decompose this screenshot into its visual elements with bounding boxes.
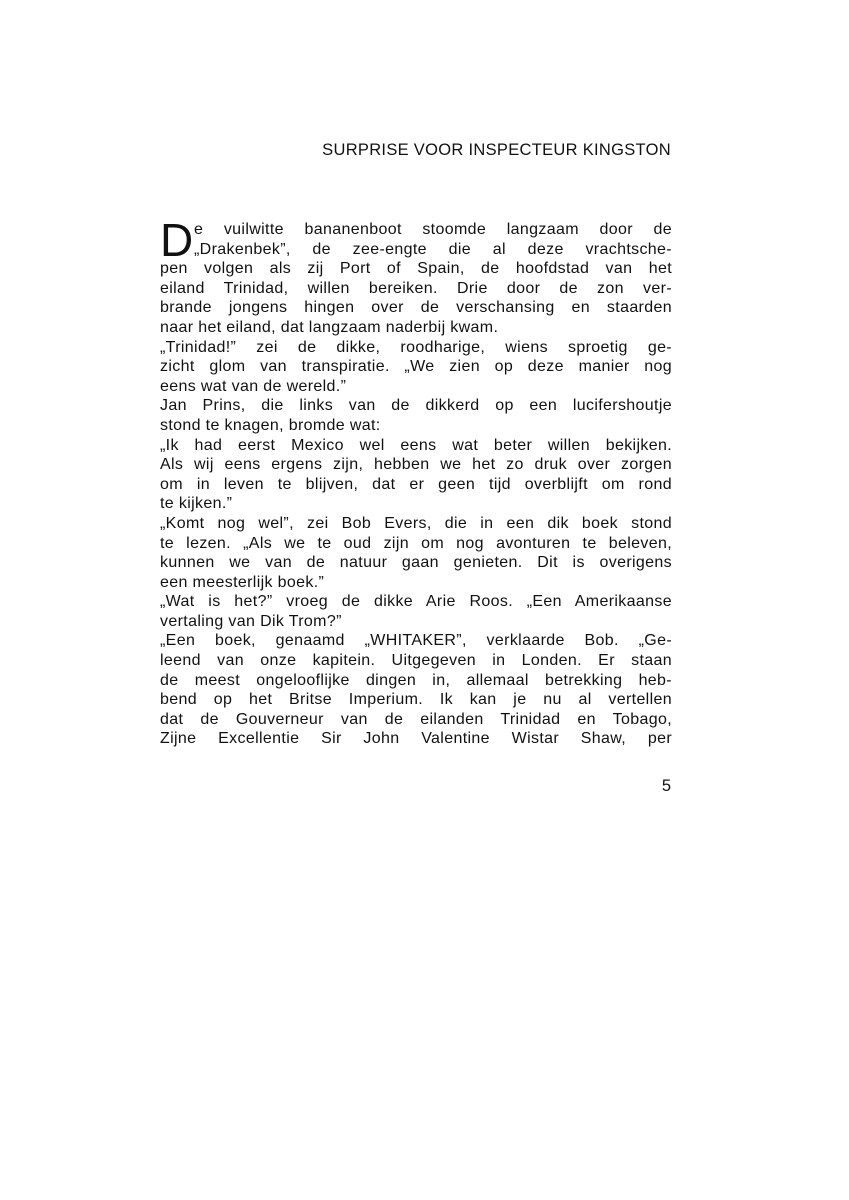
text-line: „Wat is het?” vroeg de dikke Arie Roos. „Een Amerikaanse <box>160 593 672 611</box>
text-line: Als wij eens ergens zijn, hebben we het zo druk over zorgen <box>160 456 672 474</box>
text-line: te lezen. „Als we te oud zijn om nog avonturen te beleven, <box>160 534 672 552</box>
running-header: SURPRISE VOOR INSPECTEUR KINGSTON <box>322 141 671 159</box>
text-line: eiland Trinidad, willen bereiken. Drie door de zon ver- <box>160 279 672 297</box>
text-line: pen volgen als zij Port of Spain, de hoofdstad van het <box>160 260 672 278</box>
text-line: stond te knagen, bromde wat: <box>160 416 381 434</box>
text-line: naar het eiland, dat langzaam naderbij kwam. <box>160 318 499 336</box>
text-line: brande jongens hingen over de verschansing en staarden <box>160 299 672 317</box>
text-line: een meesterlijk boek.” <box>160 573 325 591</box>
text-line: „Een boek, genaamd „WHITAKER”, verklaarde Bob. „Ge- <box>160 632 672 650</box>
text-line: zicht glom van transpiratie. „We zien op deze manier nog <box>160 358 672 376</box>
text-line: de meest ongelooflijke dingen in, allemaal betrekking heb- <box>160 671 672 689</box>
drop-cap: D <box>160 214 194 266</box>
text-line: kunnen we van de natuur gaan genieten. Dit is overigens <box>160 554 672 572</box>
text-line: vertaling van Dik Trom?” <box>160 612 342 630</box>
text-line: Zijne Excellentie Sir John Valentine Wistar Shaw, per <box>160 730 672 748</box>
page-number: 5 <box>661 777 671 795</box>
text-line: om in leven te blijven, dat er geen tijd overblijft om rond <box>160 475 672 493</box>
text-line: e vuilwitte bananenboot stoomde langzaam door de <box>194 221 672 238</box>
body-text <box>160 214 672 749</box>
text-line: „Komt nog wel”, zei Bob Evers, die in een dik boek stond <box>160 514 672 532</box>
text-line: „Ik had eerst Mexico wel eens wat beter willen bekijken. <box>160 436 672 454</box>
text-line: bend op het Britse Imperium. Ik kan je nu al vertellen <box>160 691 672 709</box>
text-line: „Drakenbek”, de zee-engte die al deze vrachtsche- <box>194 240 672 258</box>
text-line: eens wat van de wereld.” <box>160 377 347 395</box>
text-line: „Trinidad!” zei de dikke, roodharige, wiens sproetig ge- <box>160 338 672 356</box>
text-line: Jan Prins, die links van de dikkerd op een lucifershoutje <box>160 397 672 415</box>
text-line: te kijken.” <box>160 495 233 513</box>
text-line: leend van onze kapitein. Uitgegeven in Londen. Er staan <box>160 652 672 670</box>
text-line: dat de Gouverneur van de eilanden Trinidad en Tobago, <box>160 710 672 728</box>
